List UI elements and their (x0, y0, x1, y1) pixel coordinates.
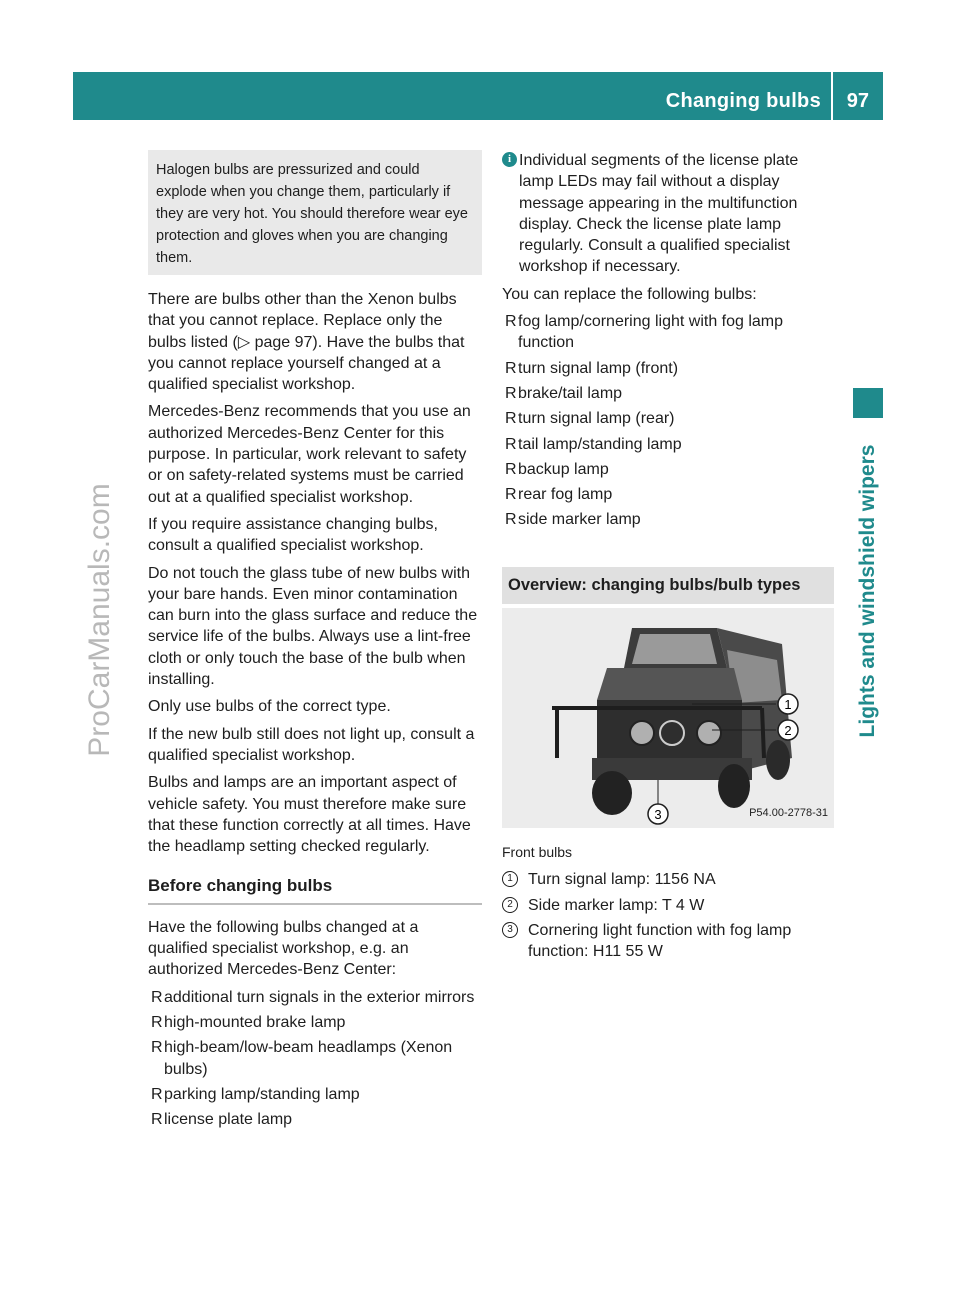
paragraph: Mercedes-Benz recommends that you use an authorized Mercedes-Benz Center for this purpose. In particular, work relevant to safety or on safety-related systems must be carried out at a qualified specialist workshop. (148, 403, 471, 506)
callout-3: 3 (654, 807, 662, 823)
legend-text: Cornering light function with fog lamp function: H11 55 W (528, 921, 792, 961)
info-note (502, 150, 834, 278)
paragraph: Do not touch the glass tube of new bulbs with your bare hands. Even minor contamination can burn into the glass surface and reduce the service life of the bulbs. Always use a lint-free cloth or only touch the base of the bulb when installing. (148, 564, 478, 689)
list-item: R high-beam/low-beam headlamps (Xenon bulbs) (151, 1039, 453, 1078)
page-number: 97 (846, 90, 869, 112)
legend-number: 1 (502, 871, 518, 887)
paragraph: If you require assistance changing bulbs, consult a qualified specialist workshop. (148, 515, 438, 555)
left-column (148, 150, 482, 1134)
legend-text: Side marker lamp: T 4 W (528, 896, 705, 914)
list-item: R high-mounted brake lamp (148, 1012, 482, 1033)
paragraph: You can replace the following bulbs: (502, 285, 757, 303)
replaceable-bulb-list (502, 311, 834, 531)
list-item: R parking lamp/standing lamp (148, 1084, 482, 1105)
bullet-mark: R (505, 460, 517, 478)
overview-heading: Overview: changing bulbs/bulb types (502, 567, 834, 604)
legend-item (502, 920, 834, 963)
bullet-mark: R (151, 1039, 163, 1057)
paragraph: Bulbs and lamps are an important aspect of vehicle safety. You must therefore make sure that these function correctly at all times. Have the headlamp setting checked regularly. (148, 774, 471, 856)
bullet-mark: R (505, 313, 517, 331)
bullet-mark: R (151, 1013, 163, 1031)
bullet-mark: R (505, 384, 517, 402)
list-item: R additional turn signals in the exterior mirrors (148, 987, 482, 1008)
figure-caption: Front bulbs (502, 844, 573, 861)
list-item: R side marker lamp (502, 509, 834, 530)
paragraph: There are bulbs other than the Xenon bulbs that you cannot replace. Replace only the bulbs listed (▷ page 97). Have the bulbs that you cannot replace yourself changed at a qualified specialist workshop. (148, 291, 465, 394)
list-item: R turn signal lamp (rear) (502, 408, 834, 429)
page-header (73, 72, 883, 120)
paragraph: Have the following bulbs changed at a qualified specialist workshop, e.g. an authorized Mercedes-Benz Center: (148, 918, 419, 979)
warning-box: Halogen bulbs are pressurized and could explode when you change them, particularly if they are very hot. You should therefore wear eye protection and gloves when you are changing them. (148, 150, 482, 275)
chapter-tab-label: Lights and windshield wipers (856, 444, 879, 738)
watermark-text: ProCarManuals.com (83, 483, 116, 757)
bullet-mark: R (505, 486, 517, 504)
bullet-mark: R (151, 988, 163, 1006)
list-item: R backup lamp (502, 459, 834, 480)
legend-number: 3 (502, 922, 518, 938)
header-divider (831, 72, 833, 120)
callout-1: 1 (784, 697, 792, 713)
list-item: R fog lamp/cornering light with fog lamp function (505, 313, 784, 352)
list-item: R rear fog lamp (502, 484, 834, 505)
legend-number: 2 (502, 897, 518, 913)
legend-item (502, 869, 834, 890)
bullet-mark: R (151, 1111, 163, 1129)
list-item: R tail lamp/standing lamp (502, 434, 834, 455)
callout-2: 2 (784, 723, 792, 739)
bullet-mark: R (505, 435, 517, 453)
bullet-mark: R (151, 1085, 163, 1103)
right-column (502, 150, 834, 967)
legend-text: Turn signal lamp: 1156 NA (528, 871, 716, 889)
workshop-bulb-list (148, 987, 482, 1131)
info-icon: i (502, 152, 517, 167)
subheading: Before changing bulbs (148, 875, 482, 904)
bullet-mark: R (505, 511, 517, 529)
legend-item (502, 895, 834, 916)
list-item: R turn signal lamp (front) (502, 358, 834, 379)
figure-code: P54.00-2778-31 (749, 806, 828, 819)
suv-front-illustration (502, 608, 834, 828)
bullet-mark: R (505, 359, 517, 377)
list-item: R brake/tail lamp (502, 383, 834, 404)
list-item: R license plate lamp (148, 1109, 482, 1130)
section-title: Changing bulbs (665, 90, 821, 112)
paragraph: If the new bulb still does not light up, consult a qualified specialist workshop. (148, 725, 475, 764)
paragraph: Only use bulbs of the correct type. (148, 698, 391, 716)
chapter-tab-marker (853, 388, 883, 418)
vehicle-figure (502, 608, 834, 828)
info-text: Individual segments of the license plate lamp LEDs may fail without a display message appearing in the multifunction display. Check the license plate lamp regularly. Consult a qualified specialist workshop if necessary. (519, 152, 799, 276)
bullet-mark: R (505, 410, 517, 428)
